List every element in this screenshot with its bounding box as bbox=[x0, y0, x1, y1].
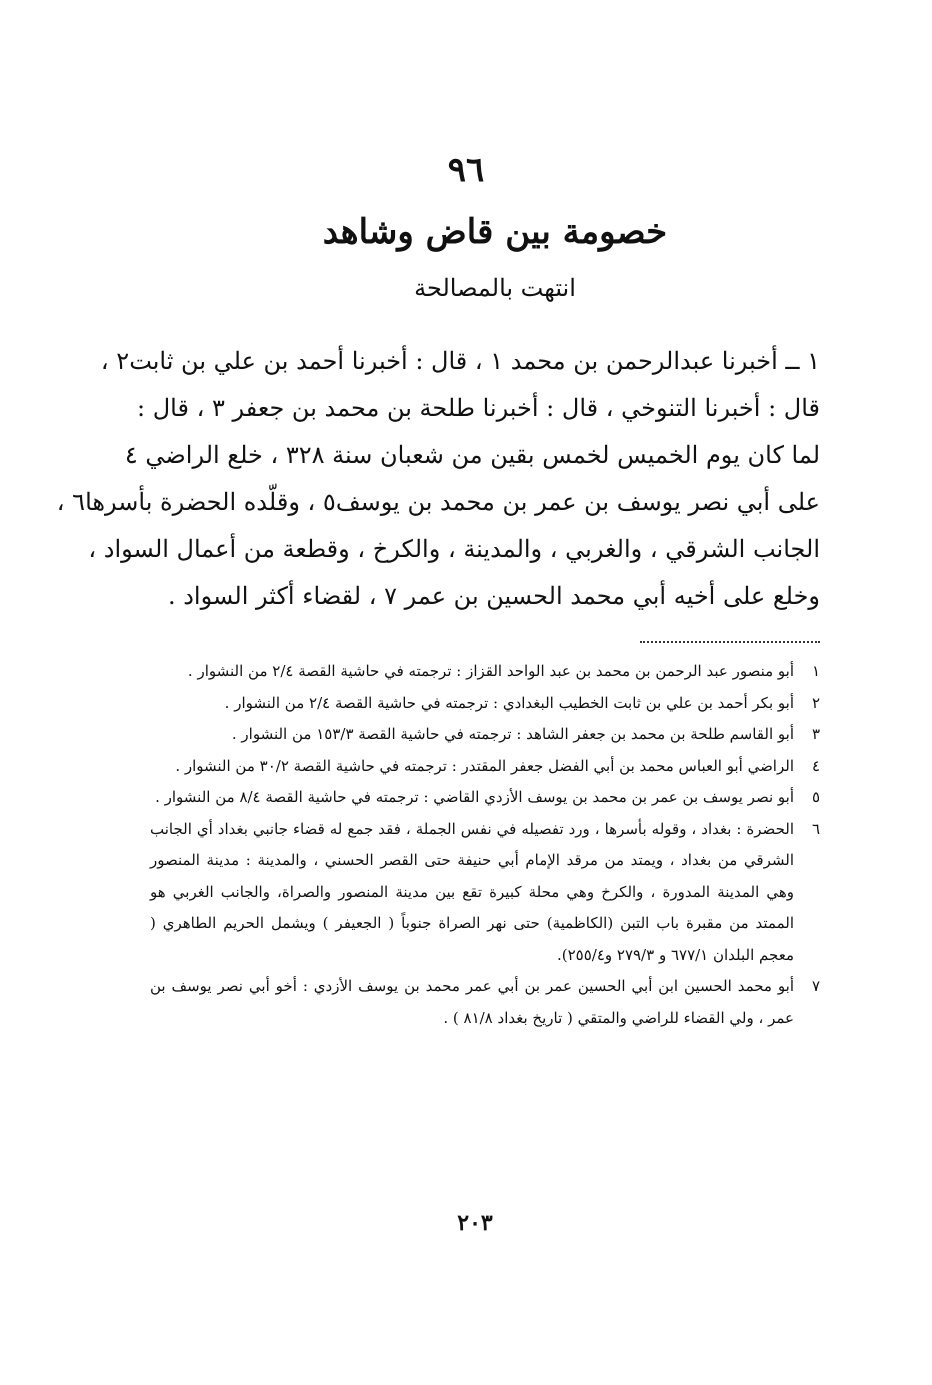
footnote-number: ٢ bbox=[811, 693, 820, 712]
footnote bbox=[150, 782, 820, 814]
footnote-text: أبو محمد الحسين ابن أبي الحسين عمر بن أبي عمر محمد بن يوسف الأزدي : أخو أبي نصر يوسف بن عمر ، ولي القضاء للراضي والمتقي ( تاريخ بغداد ٨١/٨ ) . bbox=[150, 977, 794, 1027]
footnote-number: ٧ bbox=[811, 977, 820, 995]
main-text-line: وخلع على أخيه أبي محمد الحسين بن عمر ٧ ، لقضاء أكثر السواد . bbox=[167, 582, 820, 610]
footnote-text: الحضرة : بغداد ، وقوله بأسرها ، ورد تفصيله في نفس الجملة ، فقد جمع له قضاء جانبي بغداد أي الجانب الشرقي من بغداد ، ويمتد من مرقد الإمام أبي حنيفة حتى القصر الحسني ، والمدينة : مدينة المنصور وهي المدينة المدورة ، والكرخ وهي محلة كبيرة تقع بين مدينة المنصور والصراة، والجانب الغربي هو الممتد من مقبرة باب التبن (الكاظمية) حتى نهر الصراة جنوباً ( الجعيفر ) ويشمل الحريم الطاهري ( معجم البلدان ٦٧٧/١ و ٢٧٩/٣ و٢٥٥/٤). bbox=[150, 819, 794, 964]
footnote-text: أبو منصور عبد الرحمن بن محمد بن عبد الواحد القزاز : ترجمته في حاشية القصة ٢/٤ من النشوار . bbox=[187, 662, 794, 680]
footnotes bbox=[150, 656, 820, 1034]
main-text bbox=[56, 338, 820, 620]
main-text-line: لما كان يوم الخميس لخمس بقين من شعبان سنة ٣٢٨ ، خلع الراضي ٤ bbox=[124, 441, 820, 469]
story-subtitle: انتهت بالمصالحة bbox=[414, 274, 576, 302]
footnote bbox=[150, 688, 820, 720]
page-number: ٢٠٣ bbox=[457, 1210, 493, 1236]
footnote-number: ١ bbox=[811, 662, 820, 680]
main-text-line: ١ ــ أخبرنا عبدالرحمن بن محمد ١ ، قال : أخبرنا أحمد بن علي بن ثابت٢ ، bbox=[100, 347, 820, 375]
footnote-number: ٦ bbox=[811, 819, 820, 838]
footnote-number: ٥ bbox=[811, 788, 820, 806]
main-text-line: قال : أخبرنا التنوخي ، قال : أخبرنا طلحة بن محمد بن جعفر ٣ ، قال : bbox=[137, 394, 820, 422]
footnote-text: أبو نصر يوسف بن عمر بن محمد بن يوسف الأزدي القاضي : ترجمته في حاشية القصة ٨/٤ من النشوار . bbox=[155, 788, 794, 806]
footnote bbox=[150, 751, 820, 783]
footnote-text: أبو القاسم طلحة بن محمد بن جعفر الشاهد : ترجمته في حاشية القصة ١٥٣/٣ من النشوار . bbox=[231, 725, 794, 743]
main-text-line: الجانب الشرقي ، والغربي ، والمدينة ، والكرخ ، وقطعة من أعمال السواد ، bbox=[88, 535, 820, 563]
footnote bbox=[150, 814, 820, 972]
story-number: ٩٦ bbox=[447, 150, 485, 190]
main-text-line: على أبي نصر يوسف بن عمر بن محمد بن يوسف٥ ، وقلّده الحضرة بأسرها٦ ، bbox=[56, 488, 820, 516]
footnote-text: الراضي أبو العباس محمد بن أبي الفضل جعفر المقتدر : ترجمته في حاشية القصة ٣٠/٢ من النشوار . bbox=[175, 756, 794, 775]
footnote bbox=[150, 719, 820, 751]
footnote-text: أبو بكر أحمد بن علي بن ثابت الخطيب البغدادي : ترجمته في حاشية القصة ٢/٤ من النشوار . bbox=[224, 693, 794, 712]
footnote-separator bbox=[640, 641, 820, 643]
footnote-number: ٤ bbox=[811, 756, 820, 775]
story-title: خصومة بين قاض وشاهد bbox=[322, 212, 668, 252]
footnote bbox=[150, 656, 820, 688]
footnote-number: ٣ bbox=[811, 725, 820, 743]
footnote bbox=[150, 971, 820, 1034]
